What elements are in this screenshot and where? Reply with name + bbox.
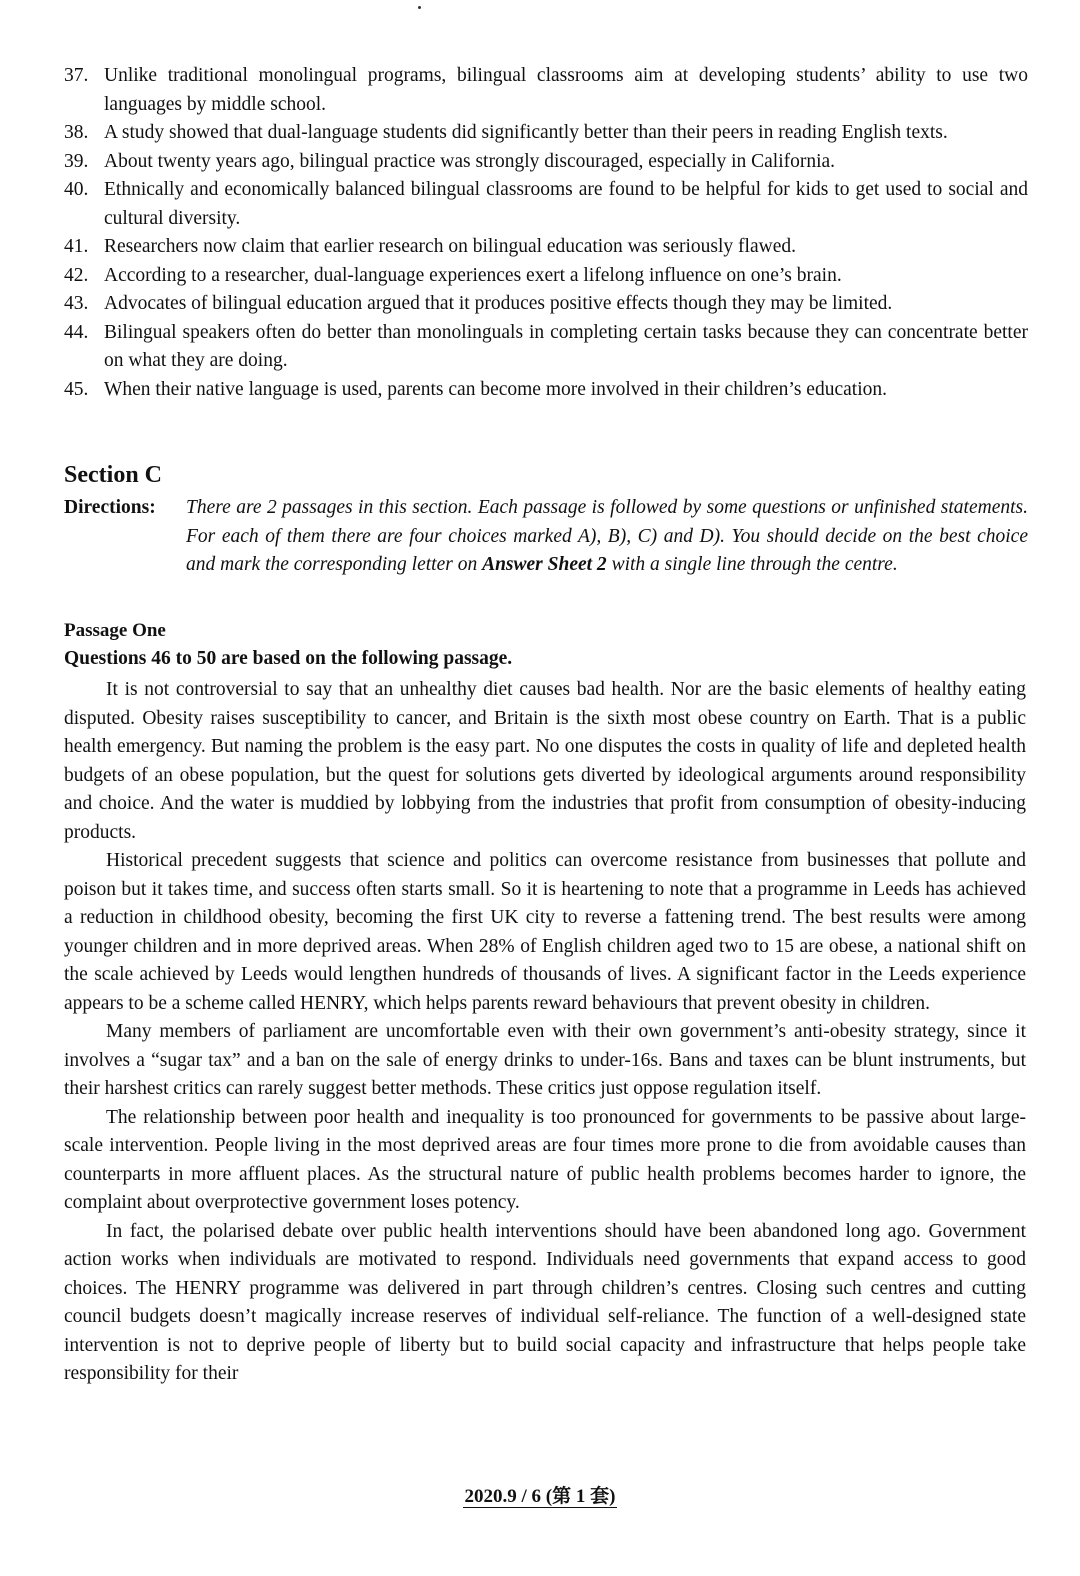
directions-label: Directions: (64, 497, 156, 518)
statement-item: 41. Researchers now claim that earlier research on bilingual education was seriously flawed. (64, 236, 796, 257)
questions-heading: Questions 46 to 50 are based on the following passage. (64, 648, 513, 669)
page-footer (0, 1481, 1080, 1508)
statement-item: 38. A study showed that dual-language students did significantly better than their peers in reading English texts. (64, 122, 948, 143)
statement-item: 45. When their native language is used, parents can become more involved in their children’s education. (64, 378, 887, 400)
passage-paragraph: In fact, the polarised debate over public health interventions should have been abandoned long ago. Government action works when individuals are motivated to respond. Individuals need governments that expand access to good choices. The HENRY programme was delivered in part through children’s centres. Closing such centres and cutting council budgets doesn’t magically increase reserves of individual self-reliance. The function of a well-designed state intervention is not to deprive people of liberty but to build social capacity and infrastructure that helps people take responsibility for their (64, 1220, 1026, 1384)
statement-item: 40. Ethnically and economically balanced bilingual classrooms are found to be helpful for kids to get used to social and cultural diversity. (64, 179, 1028, 229)
passage-paragraph: Historical precedent suggests that science and politics can overcome resistance from businesses that pollute and poison but it takes time, and success often starts small. So it is heartening to note that a programme in Leeds has achieved a reduction in childhood obesity, becoming the first UK city to reverse a fattening trend. The best results were among younger children and in more deprived areas. When 28% of English children aged two to 15 are obese, a national shift on the scale achieved by Leeds would lengthen hundreds of thousands of lives. A significant factor in the Leeds experience appears to be a scheme called HENRY, which helps parents reward behaviours that prevent obesity in children. (64, 850, 1026, 1014)
statement-list (64, 62, 1028, 404)
stray-mark (418, 6, 421, 9)
statement-item: 42. According to a researcher, dual-language experiences exert a lifelong influence on one’s brain. (64, 264, 842, 286)
passage-body (64, 676, 1026, 1389)
passage-paragraph: The relationship between poor health and inequality is too pronounced for governments to be passive about large-scale intervention. People living in the most deprived areas are four times more prone to die from avoidable causes than counterparts in more affluent places. As the structural nature of public health problems becomes harder to ignore, the complaint about overprotective government loses potency. (64, 1106, 1026, 1213)
statement-item: 44. Bilingual speakers often do better than monolinguals in completing certain tasks because they can concentrate better on what they are doing. (64, 321, 1028, 371)
passage-paragraph: Many members of parliament are uncomfortable even with their own government’s anti-obesity strategy, since it involves a “sugar tax” and a ban on the sale of energy drinks to under-16s. Bans and taxes can be blunt instruments, but their harshest critics can rarely suggest better methods. These critics just oppose regulation itself. (64, 1021, 1026, 1099)
statement-item: 37. Unlike traditional monolingual programs, bilingual classrooms aim at developing students’ ability to use two languages by middle school. (64, 65, 1028, 115)
section-title: Section C (64, 462, 162, 488)
directions-text: There are 2 passages in this section. Each passage is followed by some questions or unfinished statements. For each of them there are four choices marked A), B), C) and D). You should decide on the best choice and mark the corresponding letter on Answer Sheet 2 with a single line through the centre. (186, 497, 1028, 575)
statement-item: 39. About twenty years ago, bilingual practice was strongly discouraged, especially in California. (64, 150, 836, 172)
answer-sheet-ref: Answer Sheet 2 (482, 554, 607, 575)
directions (64, 494, 1028, 580)
statement-item: 43. Advocates of bilingual education argued that it produces positive effects though they may be limited. (64, 293, 893, 314)
passage-label: Passage One (64, 620, 166, 641)
passage-paragraph: It is not controversial to say that an unhealthy diet causes bad health. Nor are the basic elements of healthy eating disputed. Obesity raises susceptibility to cancer, and Britain is the sixth most obese country on Earth. That is a public health emergency. But naming the problem is the easy part. No one disputes the costs in quality of life and depleted health budgets of an obese population, but the quest for solutions gets diverted by ideological arguments around responsibility and choice. And the water is muddied by lobbying from the industries that profit from consumption of obesity-inducing products. (64, 679, 1026, 843)
page-number: 2020.9 / 6 (第 1 套) (464, 1486, 616, 1507)
